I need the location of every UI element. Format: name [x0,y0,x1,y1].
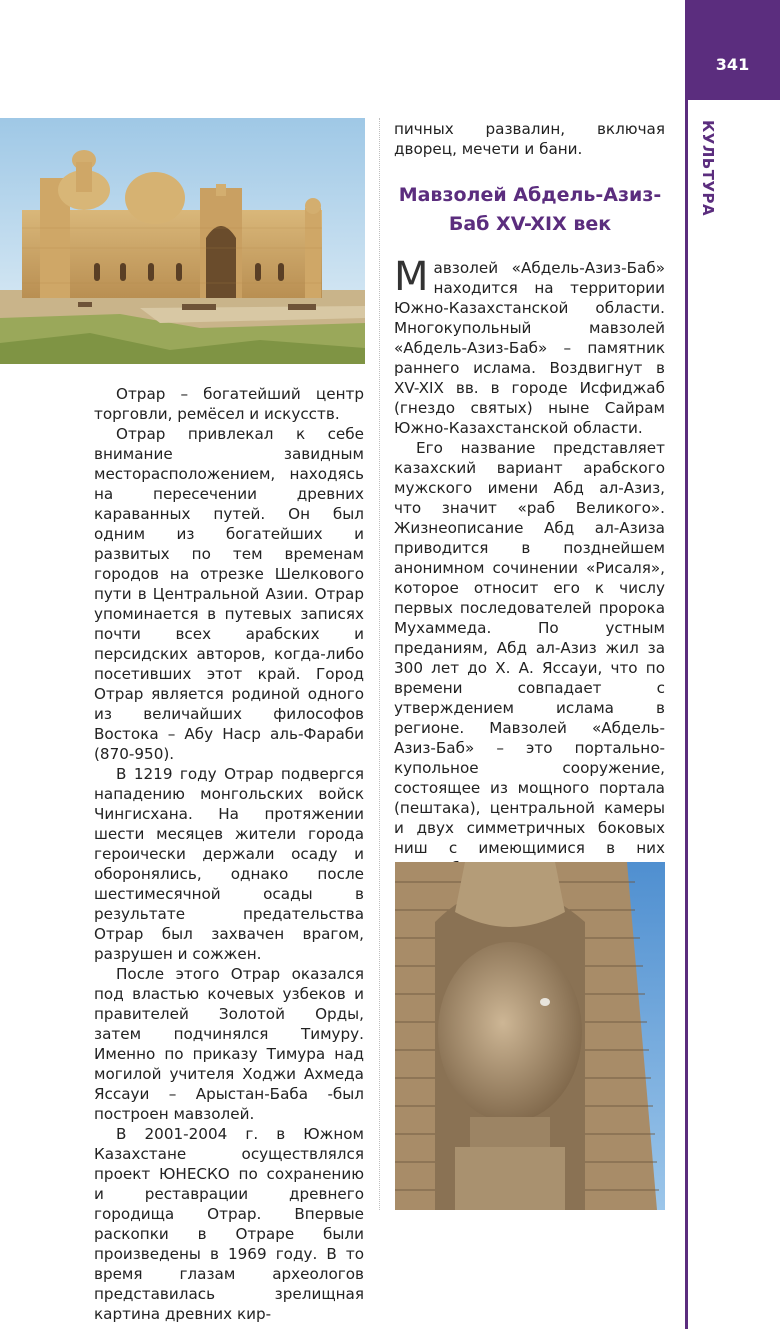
section-label: КУЛЬТУРА [699,120,717,217]
column-divider [379,118,380,1210]
left-column-text [94,384,364,1324]
drop-cap: М [394,254,429,300]
paragraph: пичных развалин, включая дворец, мечети и бани. [394,120,665,158]
paragraph [394,254,665,438]
right-column-continuation [394,119,665,159]
page-number: 341 [685,0,780,100]
paragraph: В 1219 году Отрар подвергся нападению монгольских войск Чингисхана. На протяжении шести месяцев жители города героически держали осаду и оборонялись, однако после шестимесячной осады в результате предательства Отрар был захвачен врагом, разрушен и сожжен. [94,765,364,963]
article-heading: Мавзолей Абдель-Азиз-Баб XV-XIX век [398,184,662,235]
mausoleum-photo [0,118,365,364]
paragraph: Отрар – богатейший центр торговли, ремёсел и искусств. [94,385,364,423]
dome-detail-photo [395,862,665,1210]
paragraph: Его название представляет казахский вариант арабского мужского имени Абд ал-Азиз, что значит «раб Великого». Жизнеописание Абд ал-Азиза приводится в позднейшем анонимном сочинении «Рисаля», которое относит его к числу первых последователей пророка Мухаммеда. По устным преданиям, Абд ал-Азиз жил за 300 лет до Х. А. Яссауи, что по времени совпадает с утверждением ислама в регионе. Мавзолей «Абдель-Азиз-Баб» – это портально-купольное сооружение, состоящее из мощного портала (пештака), центральной камеры и двух симметричных боковых ниш с имеющимися в них [394,439,665,857]
right-column-text [394,254,665,938]
paragraph-text: авзолей «Абдель-Азиз-Баб» находится на территории Южно-Казахстанской области. Многокупольный мавзолей «Абдель-Азиз-Баб» – памятник раннего ислама. Воздвигнут в XV-XIX вв. в городе Исфиджаб (гнездо святых) ныне Сайрам Южно-Казахстанской области. [394,259,665,437]
side-band-line [685,0,688,1329]
paragraph: После этого Отрар оказался под властью кочевых узбеков и правителей Золотой Орды, затем подчинялся Тимуру. Именно по приказу Тимура над могилой учителя Ходжи Ахмеда Яссауи – Арыстан-Баба -был построен мавзолей. [94,965,364,1123]
paragraph: Отрар привлекал к себе внимание завидным месторасположением, находясь на пересечении древних караванных путей. Он был одним из богатейших и развитых по тем временам городов на отрезке Шелкового пути в Центральной Азии. Отрар упоминается в путевых записях почти всех арабских и персидских авторов, когда-либо посетивших этот край. Город Отрар является родиной одного из величайших философов Востока – Абу Наср аль-Фараби (870-950). [94,425,364,763]
paragraph: В 2001-2004 г. в Южном Казахстане осуществлялся проект ЮНЕСКО по сохранению и реставрации древнего городища Отрар. Впервые раскопки в Отраре были произведены в 1969 году. В то время глазам археологов представилась зрелищная картина древних кир- [94,1125,364,1323]
